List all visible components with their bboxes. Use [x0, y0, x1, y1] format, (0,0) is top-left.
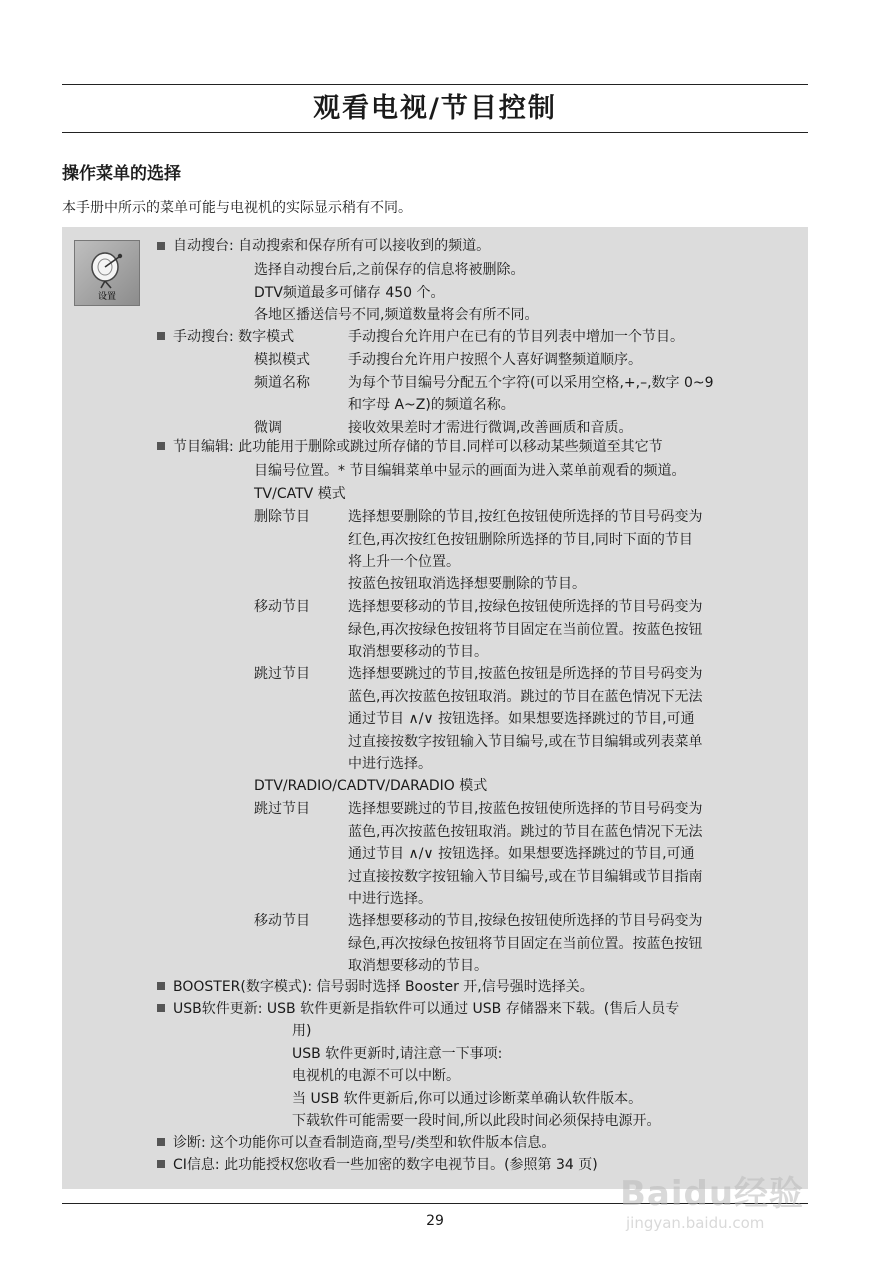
booster-line: BOOSTER(数字模式): 信号弱时选择 Booster 开,信号强时选择关。 [173, 979, 594, 995]
auto-tuning-line: DTV频道最多可储存 450 个。 [254, 285, 445, 301]
section-heading: 操作菜单的选择 [62, 164, 181, 184]
setup-icon-label: 设置 [97, 292, 116, 302]
page-number: 29 [426, 1213, 444, 1229]
delete-program-desc: 按蓝色按钮取消选择想要删除的节目。 [348, 576, 586, 592]
manual-tuning-desc: 接收效果差时才需进行微调,改善画质和音质。 [348, 420, 633, 436]
usb-update-line: 用) [292, 1023, 312, 1039]
skip-program-label: 跳过节目 [254, 666, 310, 682]
bullet-marker [157, 1160, 165, 1168]
diagnostics-line: 诊断: 这个功能你可以查看制造商,型号/类型和软件版本信息。 [173, 1135, 556, 1151]
skip-program-desc: 蓝色,再次按蓝色按钮取消。跳过的节目在蓝色情况下无法 [348, 824, 703, 840]
setup-menu-icon-box [74, 240, 140, 306]
bullet-marker [157, 982, 165, 990]
page-title: 观看电视/节目控制 [313, 93, 557, 124]
move-program-label: 移动节目 [254, 599, 310, 615]
auto-tuning-line: 选择自动搜台后,之前保存的信息将被删除。 [254, 262, 525, 278]
skip-program-desc: 过直接按数字按钮输入节目编号,或在节目编辑或节目指南 [348, 869, 703, 885]
bullet-marker [157, 442, 165, 450]
skip-program-desc: 选择想要跳过的节目,按蓝色按钮是所选择的节目号码变为 [348, 666, 703, 682]
delete-program-desc: 红色,再次按红色按钮删除所选择的节目,同时下面的节目 [348, 532, 693, 548]
move-program-label: 移动节目 [254, 913, 310, 929]
baidu-watermark [620, 1158, 830, 1242]
bullet-marker [157, 242, 165, 250]
usb-update-line: USB 软件更新时,请注意一下事项: [292, 1046, 503, 1062]
manual-tuning-label: 模拟模式 [254, 352, 310, 368]
intro-text: 本手册中所示的菜单可能与电视机的实际显示稍有不同。 [62, 200, 412, 216]
usb-update-line: USB软件更新: USB 软件更新是指软件可以通过 USB 存储器来下载。(售后人员专 [173, 1001, 680, 1017]
manual-tuning-label: 微调 [254, 420, 282, 436]
skip-program-label: 跳过节目 [254, 801, 310, 817]
delete-program-desc: 将上升一个位置。 [348, 554, 460, 570]
skip-program-desc: 通过节目 ∧/∨ 按钮选择。如果想要选择跳过的节目,可通 [348, 711, 695, 727]
ci-info-line: CI信息: 此功能授权您收看一些加密的数字电视节目。(参照第 34 页) [173, 1157, 598, 1173]
watermark-brand: Baidu经验 [620, 1174, 805, 1214]
delete-program-desc: 选择想要删除的节目,按红色按钮使所选择的节目号码变为 [348, 509, 703, 525]
manual-tuning-desc: 手动搜台允许用户在已有的节目列表中增加一个节目。 [348, 329, 684, 345]
skip-program-desc: 选择想要跳过的节目,按蓝色按钮使所选择的节目号码变为 [348, 801, 703, 817]
move-program-desc: 取消想要移动的节目。 [348, 644, 488, 660]
skip-program-desc: 中进行选择。 [348, 891, 432, 907]
usb-update-line: 下载软件可能需要一段时间,所以此段时间必须保持电源开。 [292, 1113, 661, 1129]
manual-tuning-desc: 手动搜台允许用户按照个人喜好调整频道顺序。 [348, 352, 642, 368]
tv-catv-mode-heading: TV/CATV 模式 [254, 486, 346, 502]
manual-tuning-label: 手动搜台: 数字模式 [173, 329, 295, 345]
manual-tuning-desc: 和字母 A~Z)的频道名称。 [348, 397, 515, 413]
move-program-desc: 取消想要移动的节目。 [348, 958, 488, 974]
manual-tuning-label: 频道名称 [254, 375, 310, 391]
skip-program-desc: 中进行选择。 [348, 756, 432, 772]
bullet-marker [157, 1138, 165, 1146]
top-rule [62, 84, 808, 85]
dtv-radio-mode-heading: DTV/RADIO/CADTV/DARADIO 模式 [254, 778, 488, 794]
bullet-marker [157, 1004, 165, 1012]
move-program-desc: 选择想要移动的节目,按绿色按钮使所选择的节目号码变为 [348, 913, 703, 929]
bullet-marker [157, 332, 165, 340]
skip-program-desc: 蓝色,再次按蓝色按钮取消。跳过的节目在蓝色情况下无法 [348, 689, 703, 705]
auto-tuning-line: 自动搜台: 自动搜索和保存所有可以接收到的频道。 [173, 238, 491, 254]
manual-tuning-desc: 为每个节目编号分配五个字符(可以采用空格,+,–,数字 0~9 [348, 375, 714, 391]
satellite-dish-icon [87, 251, 127, 289]
program-edit-line: 节目编辑: 此功能用于删除或跳过所存储的节目.同样可以移动某些频道至其它节 [173, 439, 663, 455]
move-program-desc: 绿色,再次按绿色按钮将节目固定在当前位置。按蓝色按钮 [348, 936, 703, 952]
program-edit-line: 目编号位置。* 节目编辑菜单中显示的画面为进入菜单前观看的频道。 [254, 463, 686, 479]
move-program-desc: 绿色,再次按绿色按钮将节目固定在当前位置。按蓝色按钮 [348, 622, 703, 638]
skip-program-desc: 过直接按数字按钮输入节目编号,或在节目编辑或列表菜单 [348, 734, 703, 750]
watermark-url: jingyan.baidu.com [626, 1214, 765, 1232]
usb-update-line: 电视机的电源不可以中断。 [292, 1068, 460, 1084]
auto-tuning-line: 各地区播送信号不同,频道数量将会有所不同。 [254, 307, 539, 323]
usb-update-line: 当 USB 软件更新后,你可以通过诊断菜单确认软件版本。 [292, 1091, 643, 1107]
delete-program-label: 删除节目 [254, 509, 310, 525]
title-rule [62, 132, 808, 133]
skip-program-desc: 通过节目 ∧/∨ 按钮选择。如果想要选择跳过的节目,可通 [348, 846, 695, 862]
move-program-desc: 选择想要移动的节目,按绿色按钮使所选择的节目号码变为 [348, 599, 703, 615]
